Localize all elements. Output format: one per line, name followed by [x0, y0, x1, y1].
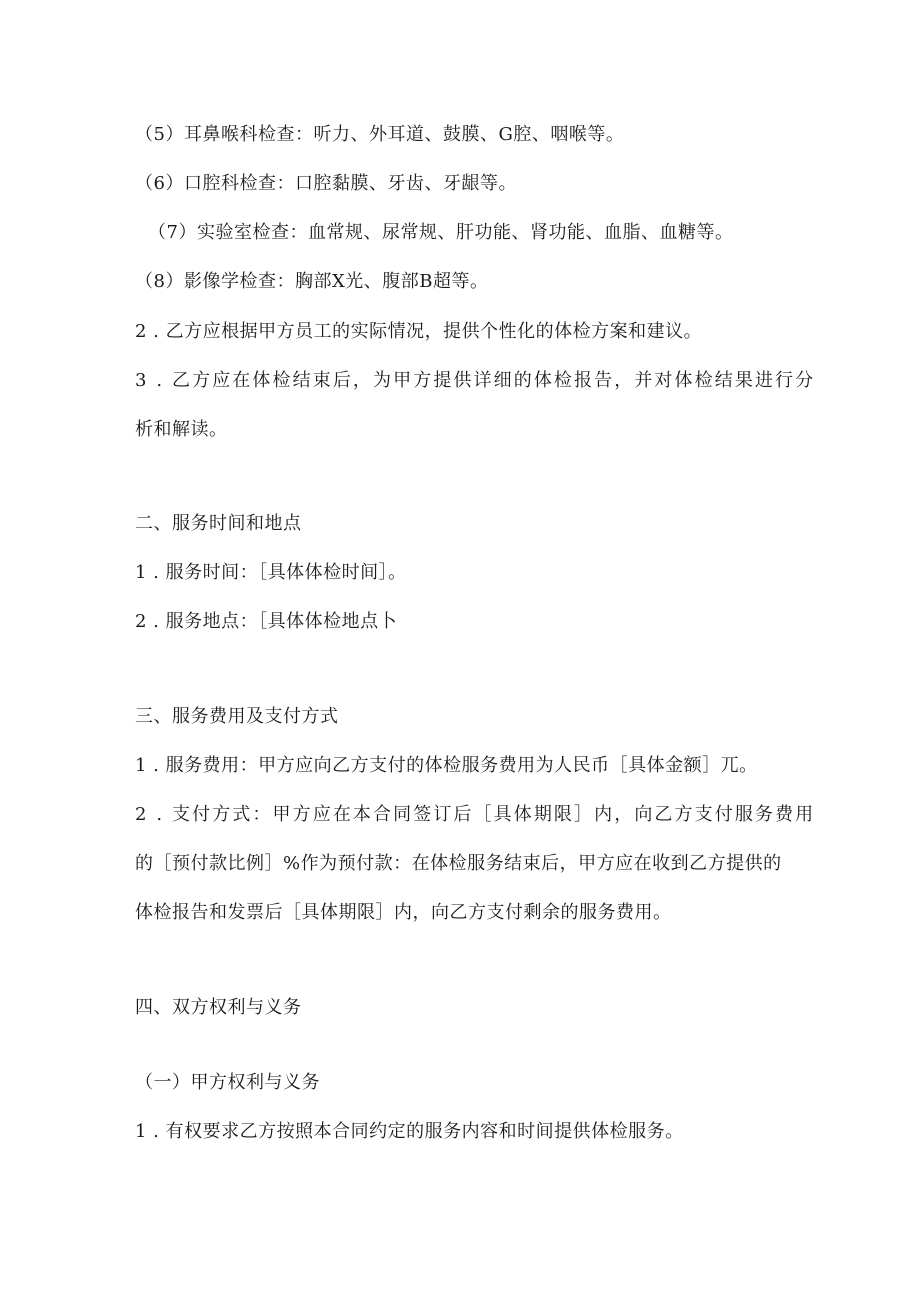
- clause-party-a-right-1: 1 . 有权要求乙方按照本合同约定的服务内容和时间提供体检服务。: [135, 1121, 684, 1142]
- item-imaging-exam: （8）影像学检查：胸部X光、腹部B超等。: [135, 271, 489, 292]
- clause-payment-line-1: 2 . 支付方式：甲方应在本合同签订后［具体期限］内，向乙方支付服务费用: [135, 804, 816, 825]
- section-heading-fees-payment: 三、服务费用及支付方式: [135, 706, 339, 727]
- clause-report-line-2: 析和解读。: [135, 419, 228, 440]
- clause-report-line-1: 3 . 乙方应在体检结束后，为甲方提供详细的体检报告，并对体检结果进行分: [135, 370, 816, 391]
- clause-service-time: 1 . 服务时间：［具体体检时间］。: [135, 562, 407, 583]
- item-ent-exam: （5）耳鼻喉科检查：听力、外耳道、鼓膜、G腔、咽喉等。: [135, 124, 625, 145]
- clause-service-fee: 1 . 服务费用：甲方应向乙方支付的体检服务费用为人民币［具体金额］兀。: [135, 755, 758, 776]
- section-heading-rights-obligations: 四、双方权利与义务: [135, 997, 302, 1018]
- clause-payment-line-2: 的［预付款比例］%作为预付款：在体检服务结束后，甲方应在收到乙方提供的: [135, 853, 782, 874]
- item-lab-exam: （7）实验室检查：血常规、尿常规、肝功能、肾功能、血脂、血糖等。: [148, 222, 734, 243]
- clause-service-location: 2 . 服务地点：［具体体检地点卜: [135, 611, 398, 632]
- item-dental-exam: （6）口腔科检查：口腔黏膜、牙齿、牙龈等。: [135, 173, 517, 194]
- subsection-heading-party-a: （一）甲方权利与义务: [135, 1072, 320, 1093]
- clause-payment-line-3: 体检报告和发票后［具体期限］内，向乙方支付剩余的服务费用。: [135, 902, 672, 923]
- section-heading-time-location: 二、服务时间和地点: [135, 513, 302, 534]
- clause-personalized-plan: 2 . 乙方应根据甲方员工的实际情况，提供个性化的体检方案和建议。: [135, 321, 703, 342]
